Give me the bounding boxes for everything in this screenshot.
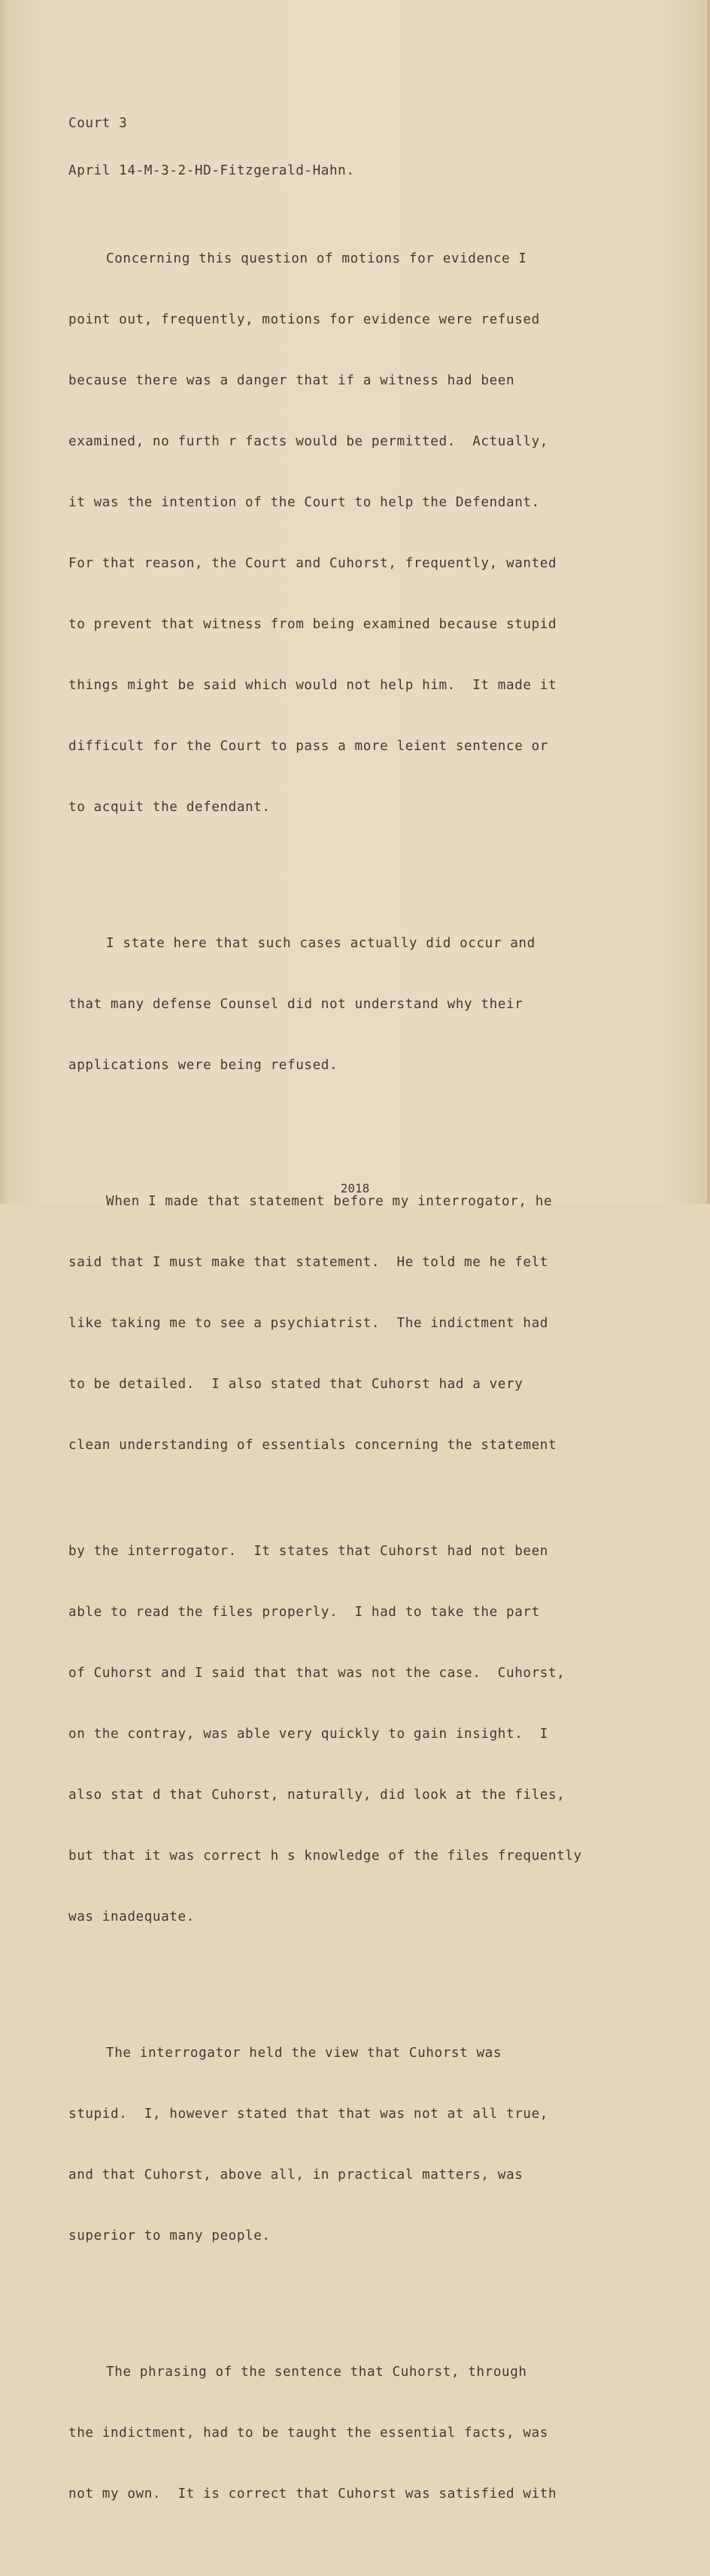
text-line: I state here that such cases actually did occur and: [106, 936, 536, 951]
page-number: 2018: [340, 1181, 370, 1195]
text-line: but that it was correct h s knowledge of the files frequently: [68, 1848, 582, 1864]
text-line: because there was a danger that if a witness had been: [68, 373, 515, 388]
text-line: Concerning this question of motions for evidence I: [106, 251, 527, 266]
text-line: The phrasing of the sentence that Cuhorst, through: [106, 2365, 527, 2380]
paragraph: [68, 2014, 685, 2288]
text-line: said that I must make that statement. He told me he felt: [68, 1255, 548, 1270]
text-line: difficult for the Court to pass a more leient sentence or: [68, 739, 548, 754]
text-line: examined, no furth r facts would be permitted. Actually,: [68, 434, 548, 449]
header-reference: April 14-M-3-2-HD-Fitzgerald-Hahn.: [68, 163, 355, 178]
spacer: [68, 1497, 685, 1512]
text-line: For that reason, the Court and Cuhorst, frequently, wanted: [68, 556, 557, 571]
paragraph: [68, 904, 685, 1117]
paragraph: [68, 2333, 685, 2546]
text-line: The interrogator held the view that Cuhorst was: [106, 2046, 502, 2061]
text-line: that many defense Counsel did not understand why their: [68, 997, 523, 1012]
text-line: to be detailed. I also stated that Cuhorst had a very: [68, 1377, 523, 1392]
text-line: superior to many people.: [68, 2228, 271, 2243]
page-edge: [707, 0, 710, 1204]
text-line: also stat d that Cuhorst, naturally, did look at the files,: [68, 1788, 566, 1803]
text-line: it was the intention of the Court to help the Defendant.: [68, 495, 540, 510]
text-line: the indictment, had to be taught the essential facts, was: [68, 2426, 548, 2441]
paragraph: [68, 220, 685, 859]
text-line: things might be said which would not help him. It made it: [68, 678, 557, 693]
text-line: point out, frequently, motions for evidence were refused: [68, 312, 540, 327]
text-line: When I made that statement before my interrogator, he: [106, 1194, 553, 1209]
paragraph: [68, 1162, 685, 1969]
text-line: was inadequate.: [68, 1909, 195, 1924]
text-line: on the contray, was able very quickly to gain insight. I: [68, 1727, 548, 1742]
text-line: not my own. It is correct that Cuhorst was satisfied with: [68, 2486, 557, 2502]
text-line: clean understanding of essentials concerning the statement: [68, 1438, 557, 1453]
binding-edge: [0, 0, 11, 1204]
text-line: of Cuhorst and I said that that was not the case. Cuhorst,: [68, 1666, 566, 1681]
document-body: [68, 175, 685, 2576]
text-line: to acquit the defendant.: [68, 800, 271, 815]
text-line: applications were being refused.: [68, 1058, 338, 1073]
text-line: to prevent that witness from being examined because stupid: [68, 617, 557, 632]
text-line: by the interrogator. It states that Cuhorst had not been: [68, 1544, 548, 1559]
text-line: like taking me to see a psychiatrist. The indictment had: [68, 1316, 548, 1331]
text-line: able to read the files properly. I had to take the part: [68, 1605, 540, 1620]
text-line: stupid. I, however stated that that was not at all true,: [68, 2107, 548, 2122]
text-line: and that Cuhorst, above all, in practical matters, was: [68, 2167, 523, 2183]
header-court: Court 3: [68, 116, 128, 131]
